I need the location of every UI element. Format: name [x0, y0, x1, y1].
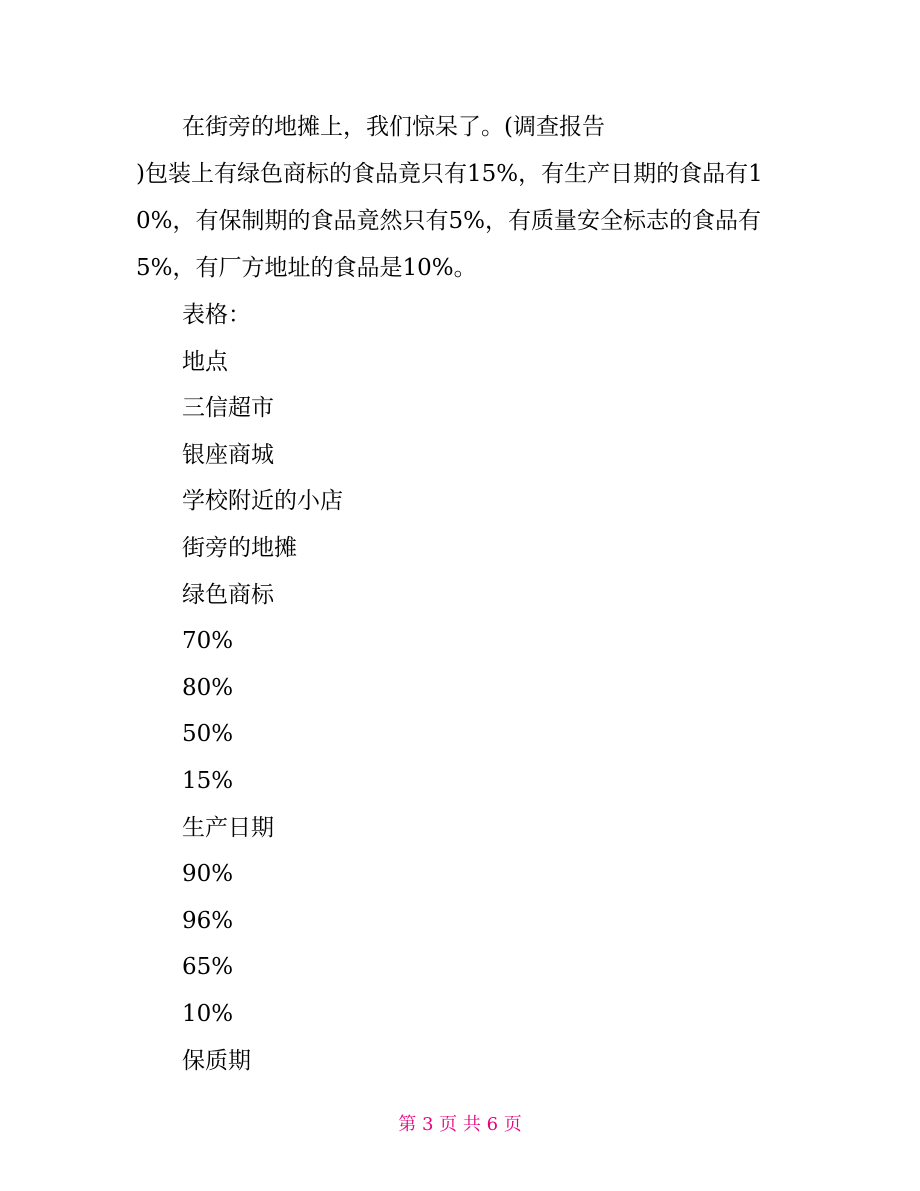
- text-line-list: [182, 292, 343, 1084]
- paragraph-first-line: 在街旁的地摊上，我们惊呆了。(调查报告: [182, 114, 605, 140]
- text-line: 90%: [182, 861, 234, 888]
- text-line: 65%: [182, 954, 234, 981]
- text-line: 绿色商标: [182, 581, 274, 608]
- body-paragraph: [136, 104, 796, 292]
- text-line: 地点: [182, 348, 228, 375]
- text-line: 三信超市: [182, 395, 274, 422]
- text-line: 保质期: [182, 1047, 251, 1074]
- text-line: 10%: [182, 1000, 234, 1027]
- text-line: 80%: [182, 674, 234, 701]
- text-line: 96%: [182, 907, 234, 934]
- text-line: 学校附近的小店: [182, 488, 343, 515]
- text-line: 表格：: [182, 302, 251, 328]
- text-line: 15%: [182, 767, 234, 794]
- text-line: 街旁的地摊: [182, 534, 297, 561]
- text-line: 生产日期: [182, 814, 274, 841]
- text-line: 50%: [182, 721, 234, 748]
- text-line: 70%: [182, 628, 234, 655]
- text-line: 银座商城: [182, 441, 274, 468]
- paragraph-continuation: )包装上有绿色商标的食品竟只有15%，有生产日期的食品有10%，有保制期的食品竟然只有5%，有质量安全标志的食品有5%，有厂方地址的食品是10%。: [136, 161, 763, 281]
- page-footer: 第 3 页 共 6 页: [398, 1114, 522, 1135]
